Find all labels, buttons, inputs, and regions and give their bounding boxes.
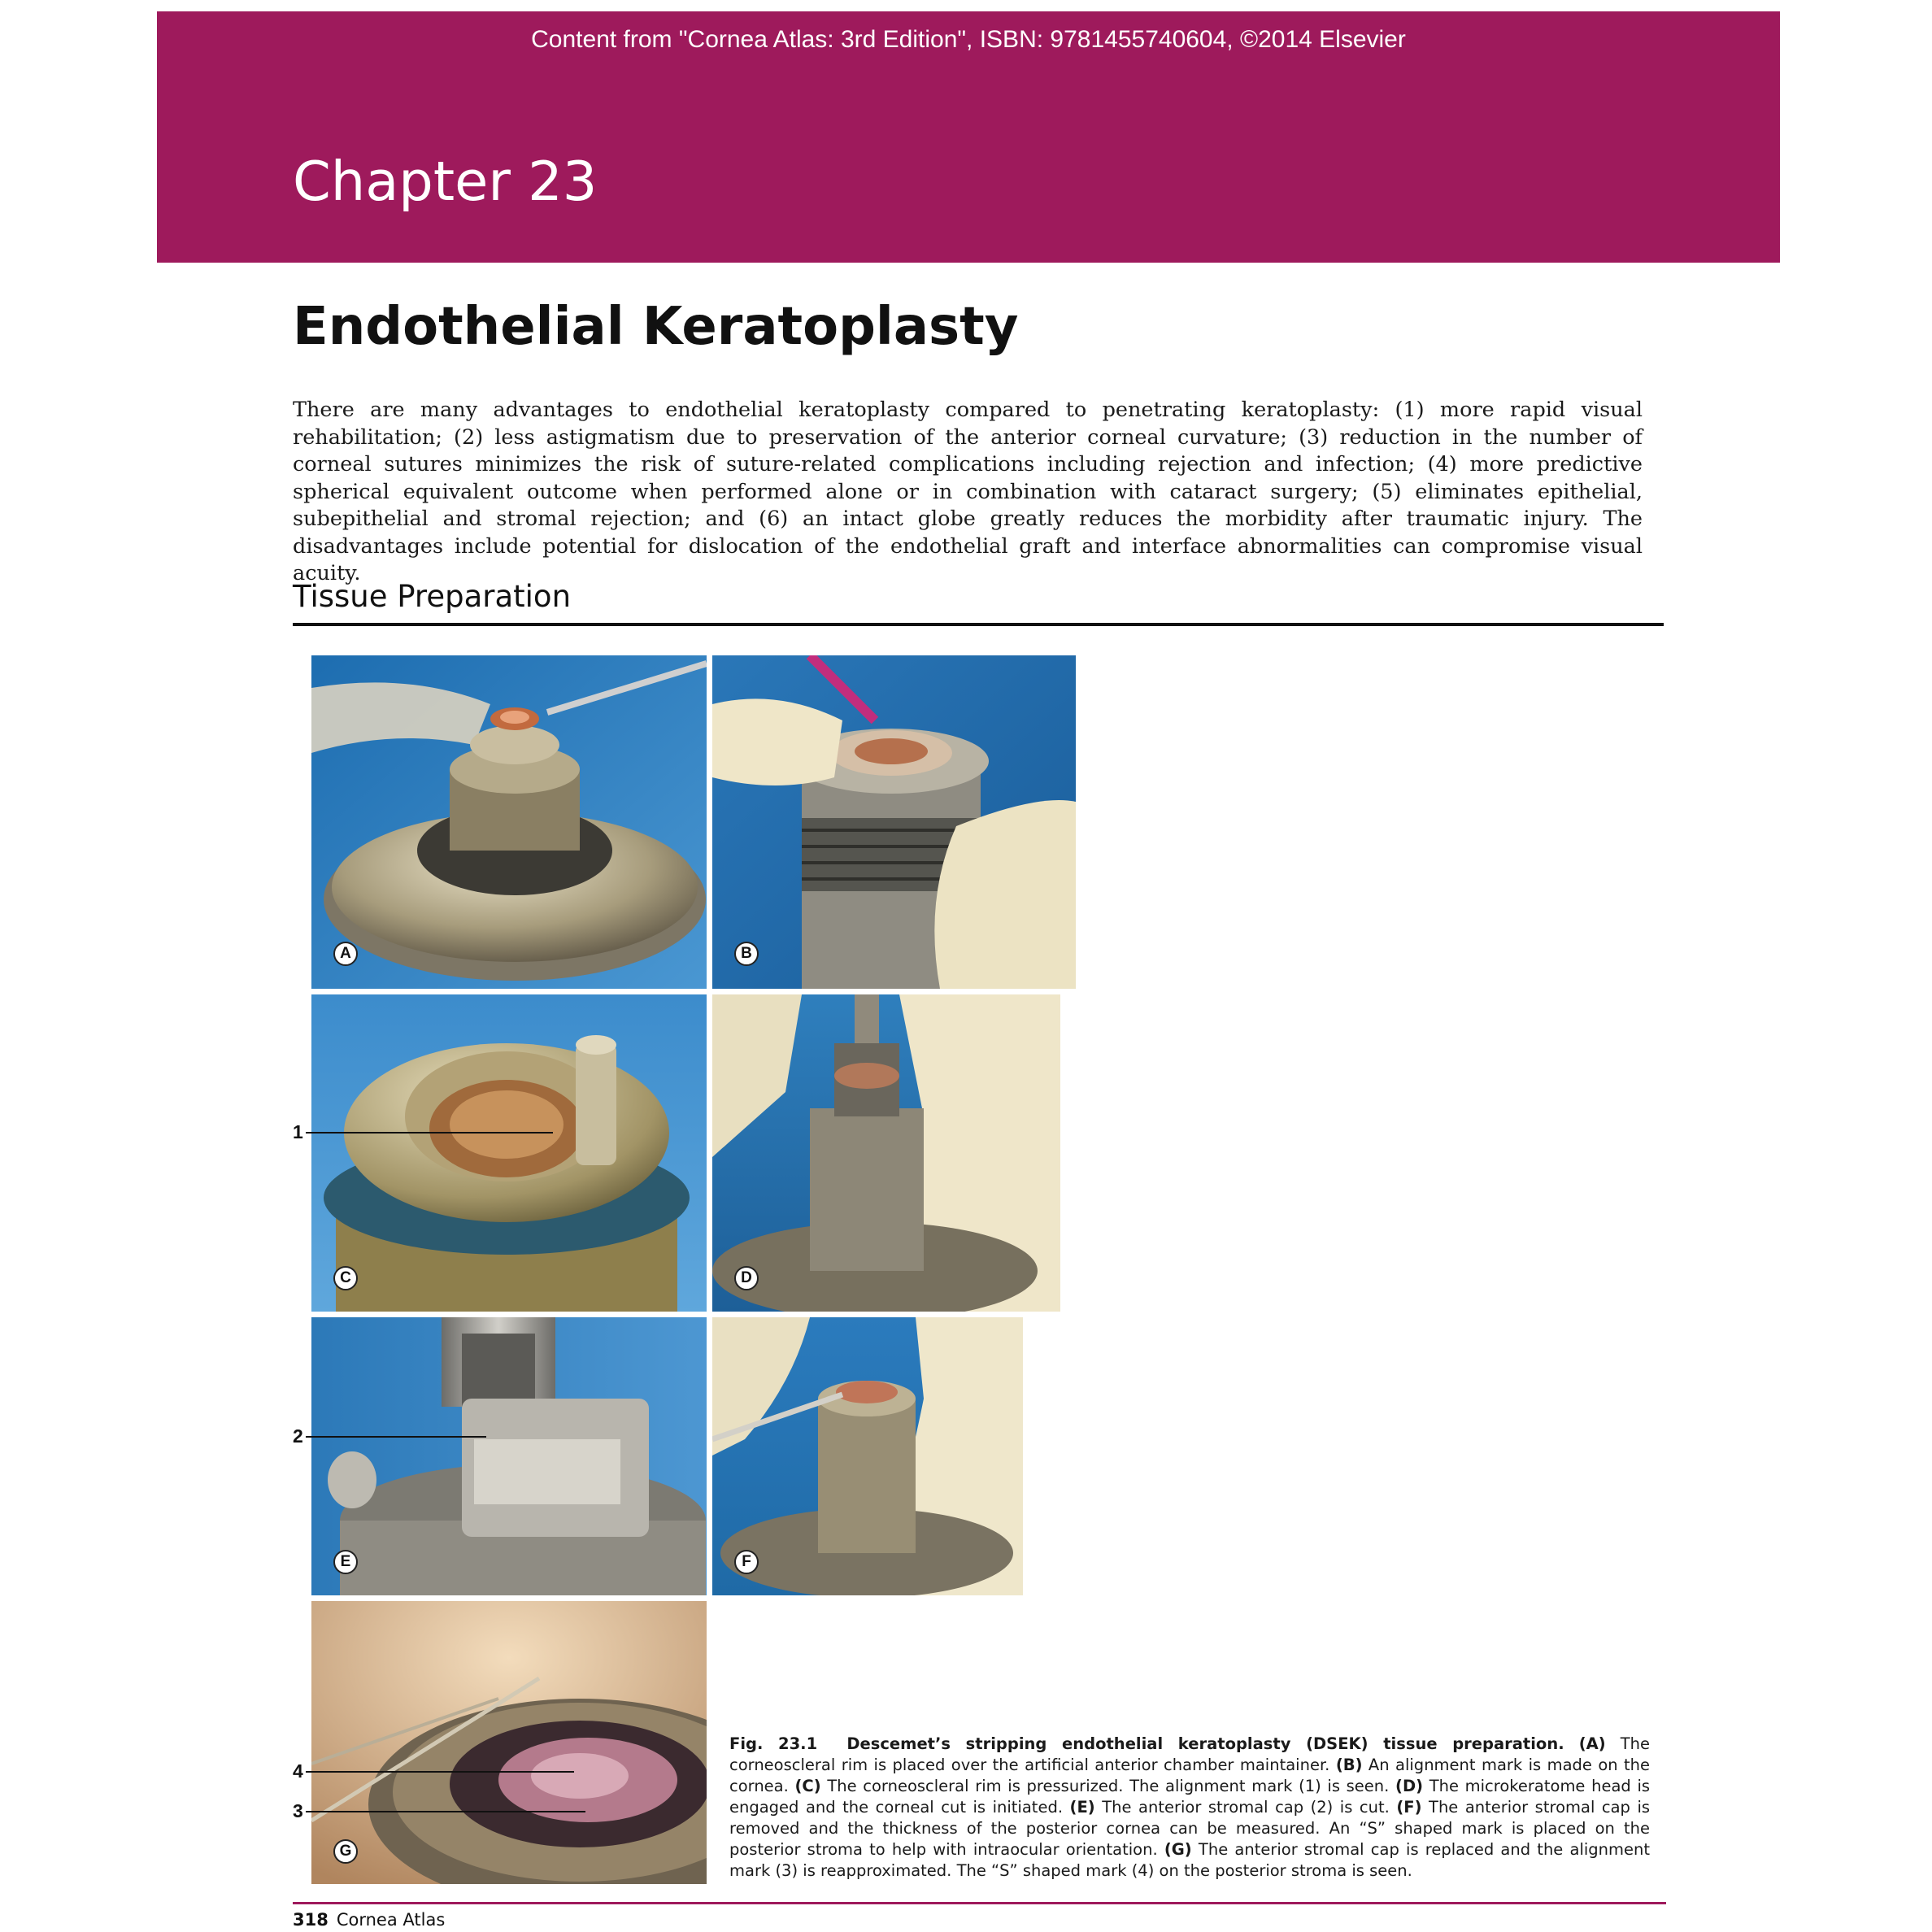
caption-key-c: (C) (794, 1777, 821, 1795)
section-heading: Tissue Preparation (293, 579, 572, 614)
caption-text-a: The corneoscleral rim is placed over the artificial anterior chamber maintainer. (729, 1734, 1651, 1774)
callout-number-4: 4 (293, 1760, 303, 1782)
caption-text-b: An alignment mark is made on the cornea. (729, 1756, 1651, 1795)
caption-key-g: (G) (1164, 1840, 1192, 1859)
caption-text-d: The microkeratome head is engaged and the corneal cut is initiated. (729, 1777, 1651, 1817)
chapter-banner (157, 11, 1780, 263)
chapter-title: Endothelial Keratoplasty (293, 297, 1019, 357)
callout-number-2: 2 (293, 1425, 303, 1447)
panel-label-d: D (734, 1266, 759, 1290)
callout-number-1: 1 (293, 1121, 303, 1142)
intro-paragraph: There are many advantages to endothelial keratoplasty compared to penetrating keratoplasty: (1) more rapid visual rehabilitation; (2) less astigmatism due to preservation of the anterior corneal curvature; (3) reduction in the number of corneal sutures minimizes the risk of suture-related complications including rejection and infection; (4) more predictive spherical equivalent outcome when performed alone or in combination with cataract surgery; (5) eliminates epithelial, subepithelial and stromal rejection; and (6) an intact globe greatly reduces the morbidity after traumatic injury. The disadvantages include potential for dislocation of the endothelial graft and interface abnormalities can compromise visual acuity. (293, 398, 1643, 585)
caption-text-g: The anterior stromal cap is replaced and the alignment mark (3) is reapproximated. The “S” shaped mark (4) on the posterior stroma is seen. (729, 1840, 1651, 1880)
figure-panel-a (311, 655, 707, 989)
page-number: 318 (293, 1910, 329, 1930)
figure-caption (729, 1734, 1650, 1882)
page-footer (293, 1910, 445, 1930)
callout-line-4 (306, 1771, 574, 1773)
caption-key-d: (D) (1395, 1777, 1424, 1795)
callout-line-3 (306, 1811, 585, 1812)
callout-line-1 (306, 1132, 553, 1134)
caption-text-c: The corneoscleral rim is pressurized. The alignment mark (1) is seen. (827, 1777, 1390, 1795)
panel-label-c: C (333, 1266, 358, 1290)
caption-key-a: (A) (1578, 1734, 1606, 1753)
figure-panel-d (712, 994, 1060, 1312)
panel-label-a: A (333, 942, 358, 966)
caption-key-e: (E) (1069, 1798, 1095, 1817)
caption-key-b: (B) (1335, 1756, 1363, 1774)
figure-panel-f (712, 1317, 1023, 1595)
panel-label-b: B (734, 942, 759, 966)
footer-book-title: Cornea Atlas (336, 1910, 446, 1930)
section-rule (293, 623, 1664, 626)
caption-title: Descemet’s stripping endothelial keratoplasty (DSEK) tissue preparation. (846, 1734, 1564, 1753)
panel-label-f: F (734, 1550, 759, 1574)
figure-panel-e (311, 1317, 707, 1595)
caption-key-f: (F) (1396, 1798, 1422, 1817)
footer-rule (293, 1902, 1666, 1904)
figure-panel-b (712, 655, 1076, 989)
caption-label: Fig. 23.1 (729, 1734, 818, 1753)
figure-panel-g (311, 1601, 707, 1884)
callout-number-3: 3 (293, 1800, 303, 1821)
panel-label-e: E (333, 1550, 358, 1574)
caption-text-f: The anterior stromal cap is removed and the thickness of the posterior cornea can be measured. An “S” shaped mark is placed on the posterior stroma to help with intraocular orientation. (729, 1798, 1651, 1859)
source-notice: Content from "Cornea Atlas: 3rd Edition", ISBN: 9781455740604, ©2014 Elsevier (531, 26, 1406, 53)
panel-label-g: G (333, 1839, 358, 1864)
figure-panel-c (311, 994, 707, 1312)
callout-line-2 (306, 1436, 486, 1438)
chapter-number: Chapter 23 (293, 150, 598, 213)
caption-text-e: The anterior stromal cap (2) is cut. (1102, 1798, 1390, 1817)
